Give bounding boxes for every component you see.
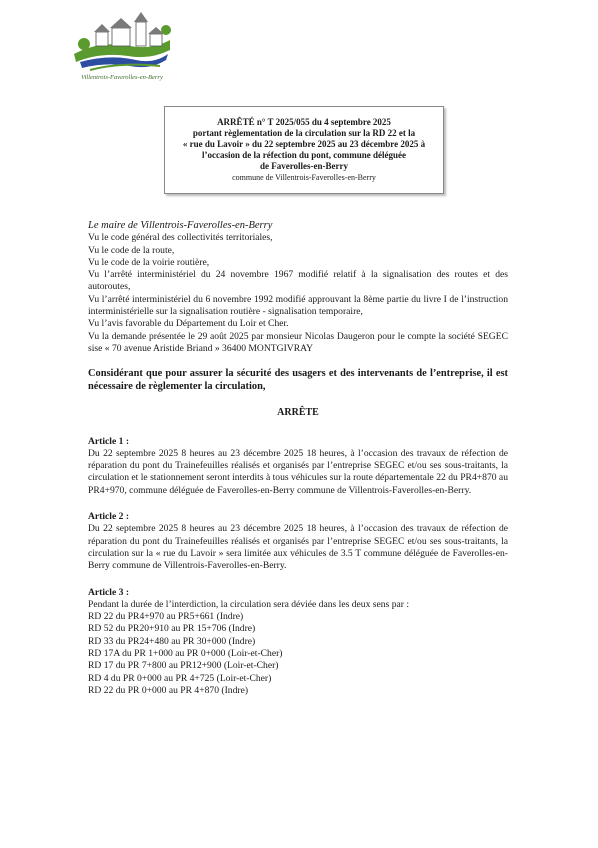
arrete-heading: ARRÊTE bbox=[277, 407, 319, 419]
article-1-title: Article 1 : bbox=[88, 435, 130, 447]
decree-body bbox=[88, 220, 508, 697]
article-1-text: Du 22 septembre 2025 8 heures au 23 décembre 2025 18 heures, à l’occasion des travaux de réfection de réparation du pont du Trainefeuilles réalisés et organisés par l’entreprise SEGEC et/ou ses sous-traitants, la circulation et le stationnement seront interdits à tous véhicules sur la route départementale 22 du PR4+870 au PR4+970, commune déléguée de Faverolles-en-Berry commune de Villentrois-Faverolles-en-Berry. bbox=[88, 447, 508, 496]
decree-title-line: l’occasion de la réfection du pont, commune déléguée bbox=[202, 150, 406, 160]
article-2-title: Article 2 : bbox=[88, 511, 130, 523]
decree-number: ARRÊTÉ n° T 2025/055 du 4 septembre 2025 bbox=[217, 117, 391, 127]
detour-route: RD 17 du PR 7+800 au PR12+900 (Loir-et-Cher) bbox=[88, 660, 279, 672]
detour-route: RD 4 du PR 0+000 au PR 4+725 (Loir-et-Cher) bbox=[88, 672, 272, 684]
article-2-text: Du 22 septembre 2025 8 heures au 23 décembre 2025 18 heures, à l’occasion des travaux de réfection de réparation du pont du Trainefeuilles réalisés et organisés par l’entreprise SEGEC et/ou ses sous-traitants, la circulation sur la « rue du Lavoir » sera limitée aux véhicules de 3.5 T commune déléguée de Faverolles-en-Berry commune de Villentrois-Faverolles-en-Berry. bbox=[88, 523, 508, 572]
detour-route: RD 22 du PR 0+000 au PR 4+870 (Indre) bbox=[88, 684, 249, 696]
legal-basis-line: Vu la demande présentée le 29 août 2025 par monsieur Nicolas Daugeron pour le compte la société SEGEC sise « 70 avenue Aristide Briand » 36400 MONTGIVRAY bbox=[88, 330, 508, 354]
legal-basis-line: Vu l’arrêté interministériel du 24 novembre 1967 modifié relatif à la signalisation des routes et des autoroutes, bbox=[88, 269, 508, 293]
detour-route: RD 33 du PR24+480 au PR 30+000 (Indre) bbox=[88, 635, 256, 647]
decree-commune: commune de Villentrois-Faverolles-en-Berry bbox=[232, 173, 376, 182]
legal-basis-line: Vu l’avis favorable du Département du Loir et Cher. bbox=[88, 318, 289, 330]
village-emblem-icon bbox=[70, 10, 174, 74]
detour-route: RD 52 du PR20+910 au PR 15+706 (Indre) bbox=[88, 623, 256, 635]
legal-basis-line: Vu le code de la route, bbox=[88, 244, 175, 256]
detour-route: RD 17A du PR 1+000 au PR 0+000 (Loir-et-Cher) bbox=[88, 648, 283, 660]
considering-paragraph: Considérant que pour assurer la sécurité des usagers et des intervenants de l’entreprise, il est nécessaire de règlementer la circulation, bbox=[88, 368, 508, 393]
legal-basis-line: Vu l’arrêté interministériel du 6 novembre 1992 modifié approuvant la 8ème partie du livre I de l’instruction interministérielle sur la signalisation routière - signalisation temporaire, bbox=[88, 293, 508, 318]
mayor-heading: Le maire de Villentrois-Faverolles-en-Berry bbox=[88, 220, 273, 231]
legal-basis-line: Vu le code de la voirie routière, bbox=[88, 256, 210, 268]
decree-title-box bbox=[164, 106, 444, 194]
municipal-logo bbox=[70, 10, 174, 90]
detour-route: RD 22 du PR4+970 au PR5+661 (Indre) bbox=[88, 611, 244, 623]
decree-title-line: « rue du Lavoir » du 22 septembre 2025 au 23 décembre 2025 à bbox=[182, 139, 426, 149]
logo-caption: Villentrois-Faverolles-en-Berry bbox=[81, 74, 163, 81]
decree-title-line: portant règlementation de la circulation sur la RD 22 et la bbox=[192, 128, 416, 138]
decree-title-line: de Faverolles-en-Berry bbox=[259, 161, 349, 171]
article-3-intro: Pendant la durée de l’interdiction, la circulation sera déviée dans les deux sens par : bbox=[88, 598, 410, 610]
legal-basis-line: Vu le code général des collectivités territoriales, bbox=[88, 232, 273, 244]
article-3-title: Article 3 : bbox=[88, 586, 130, 598]
